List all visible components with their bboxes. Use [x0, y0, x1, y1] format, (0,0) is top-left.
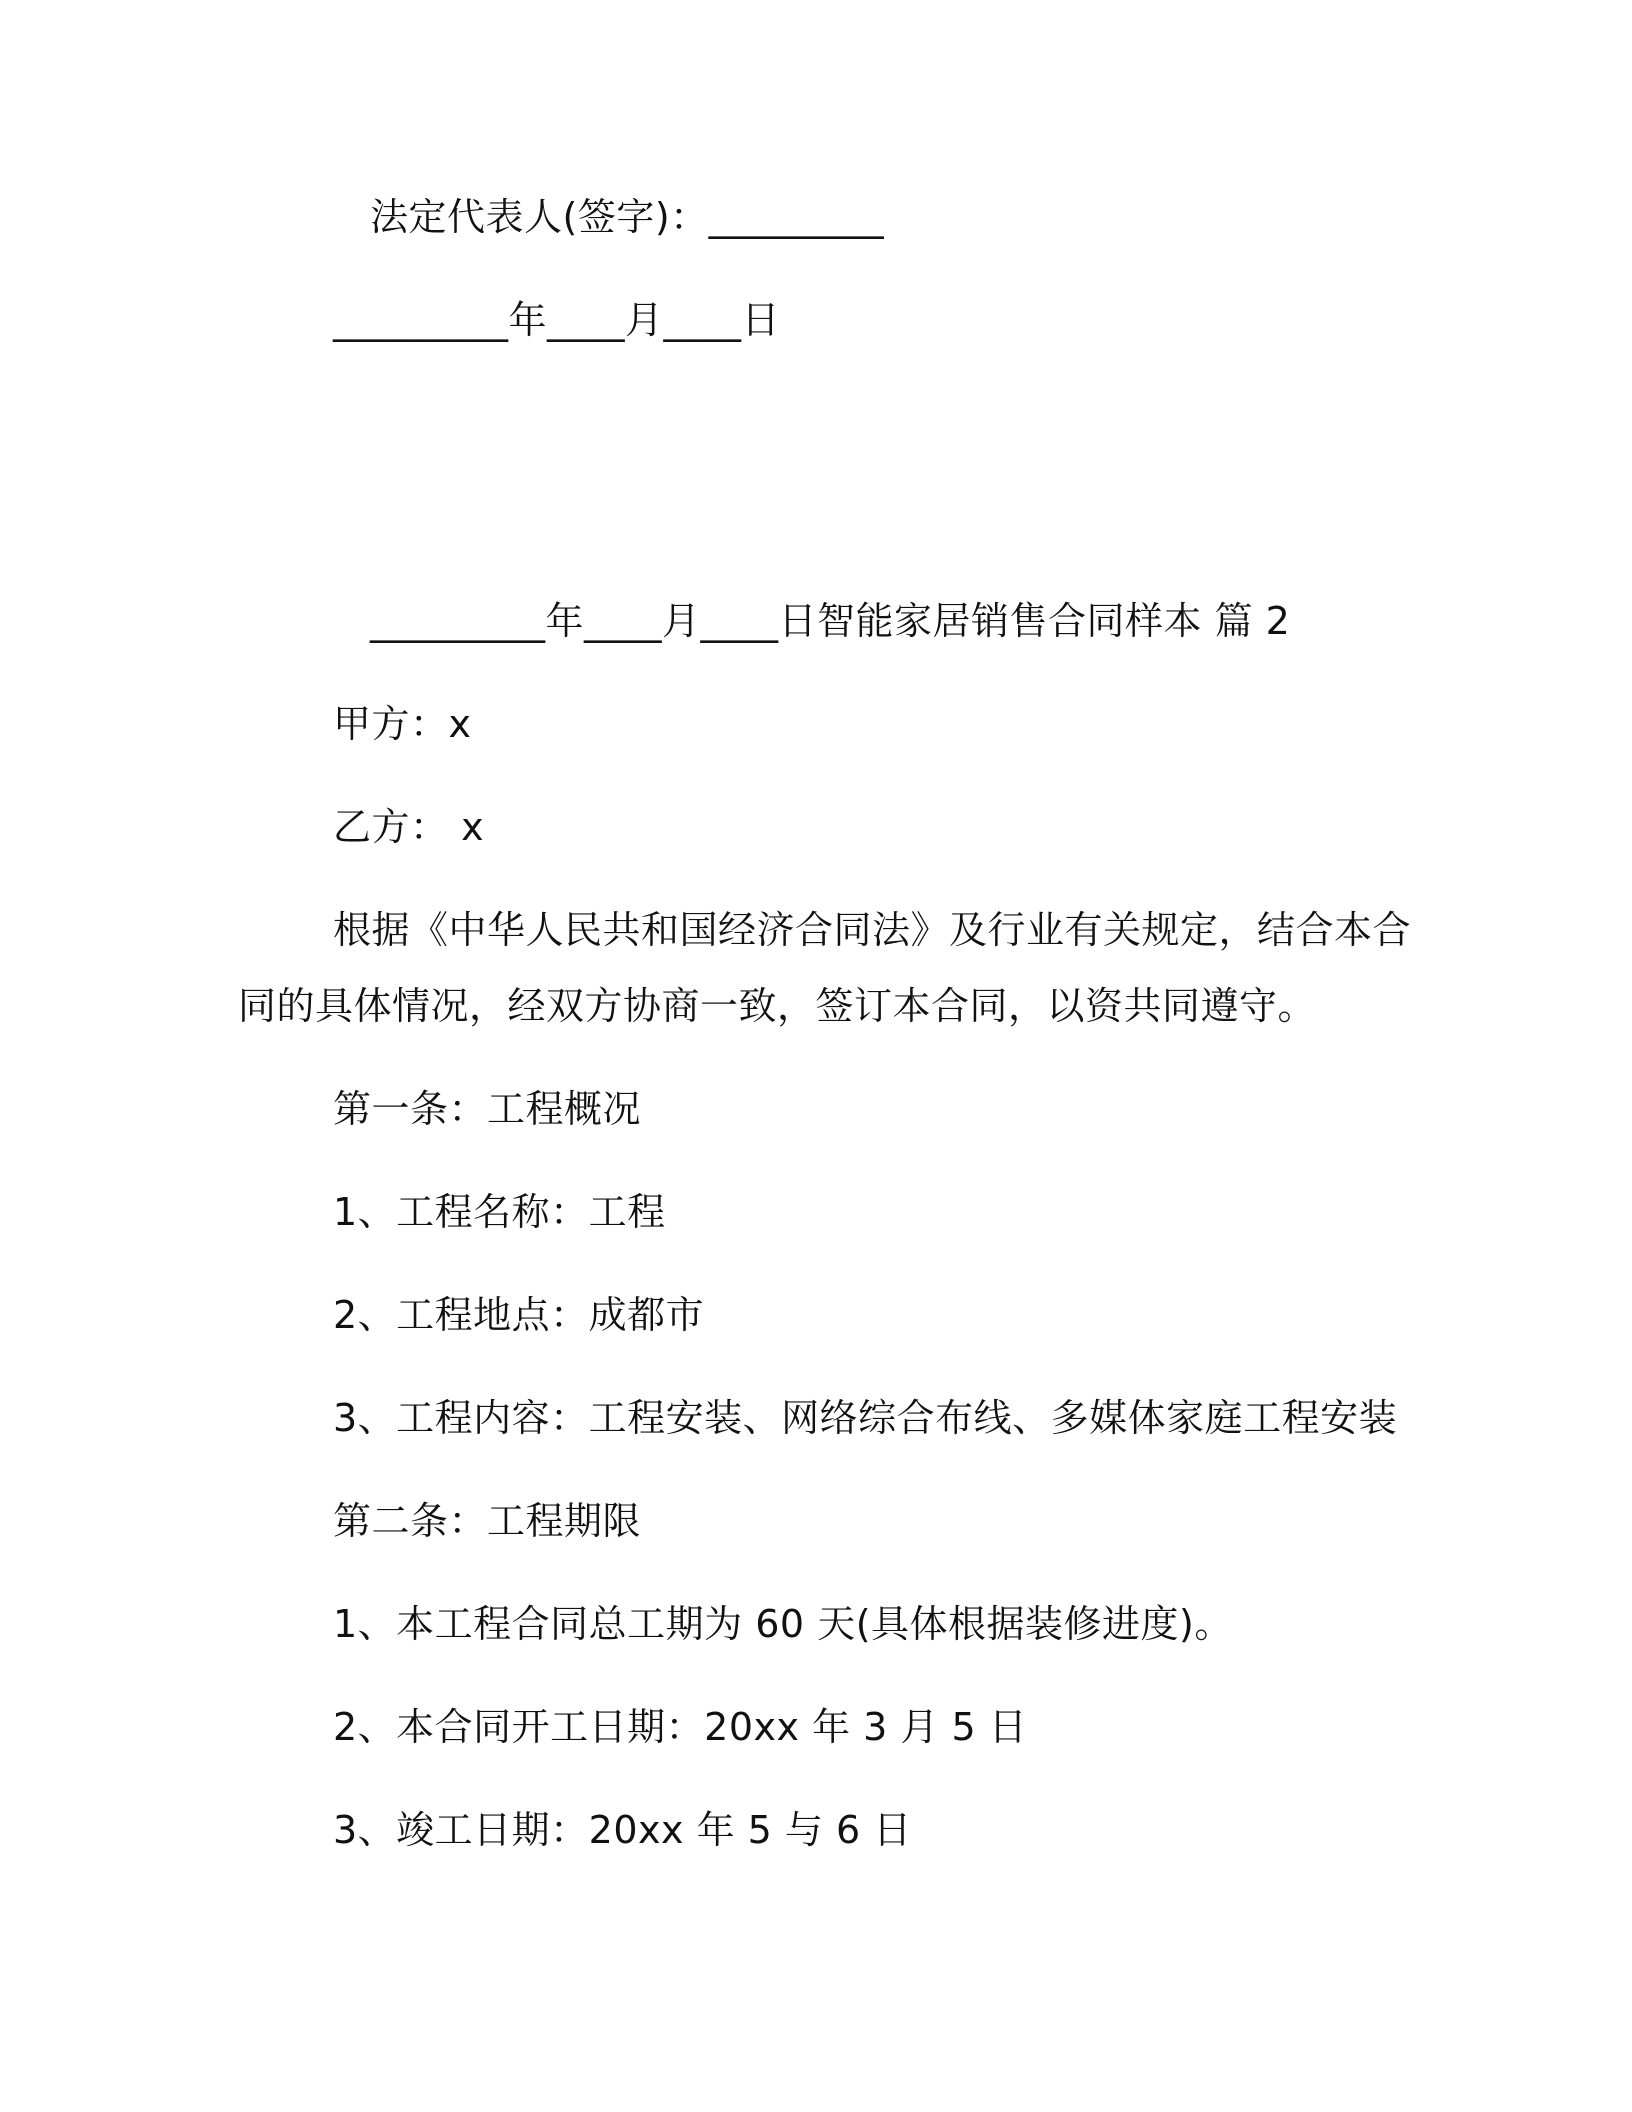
legal-representative-signature-line: 法定代表人(签字)：_________: [370, 195, 885, 239]
article-2-heading: 第二条：工程期限: [333, 1499, 642, 1543]
party-a: 甲方：x: [333, 702, 472, 746]
article-2-item: 3、竣工日期：20xx 年 5 与 6 日: [333, 1808, 912, 1852]
document-title: _________年____月____日智能家居销售合同样本 篇 2: [370, 599, 1291, 643]
intro-paragraph-line-1: 根据《中华人民共和国经济合同法》及行业有关规定，结合本合: [333, 908, 1412, 952]
intro-paragraph-line-2: 同的具体情况，经双方协商一致，签订本合同，以资共同遵守。: [238, 984, 1317, 1028]
signature-date-line: _________年____月____日: [333, 298, 781, 342]
article-1-item: 2、工程地点：成都市: [333, 1293, 705, 1337]
article-1-heading: 第一条：工程概况: [333, 1087, 642, 1131]
article-2-item: 1、本工程合同总工期为 60 天(具体根据装修进度)。: [333, 1602, 1233, 1646]
party-b: 乙方： x: [333, 805, 485, 849]
article-1-item: 1、工程名称：工程: [333, 1190, 666, 1234]
article-2-item: 2、本合同开工日期：20xx 年 3 月 5 日: [333, 1705, 1028, 1749]
article-1-item: 3、工程内容：工程安装、网络综合布线、多媒体家庭工程安装: [333, 1396, 1398, 1440]
